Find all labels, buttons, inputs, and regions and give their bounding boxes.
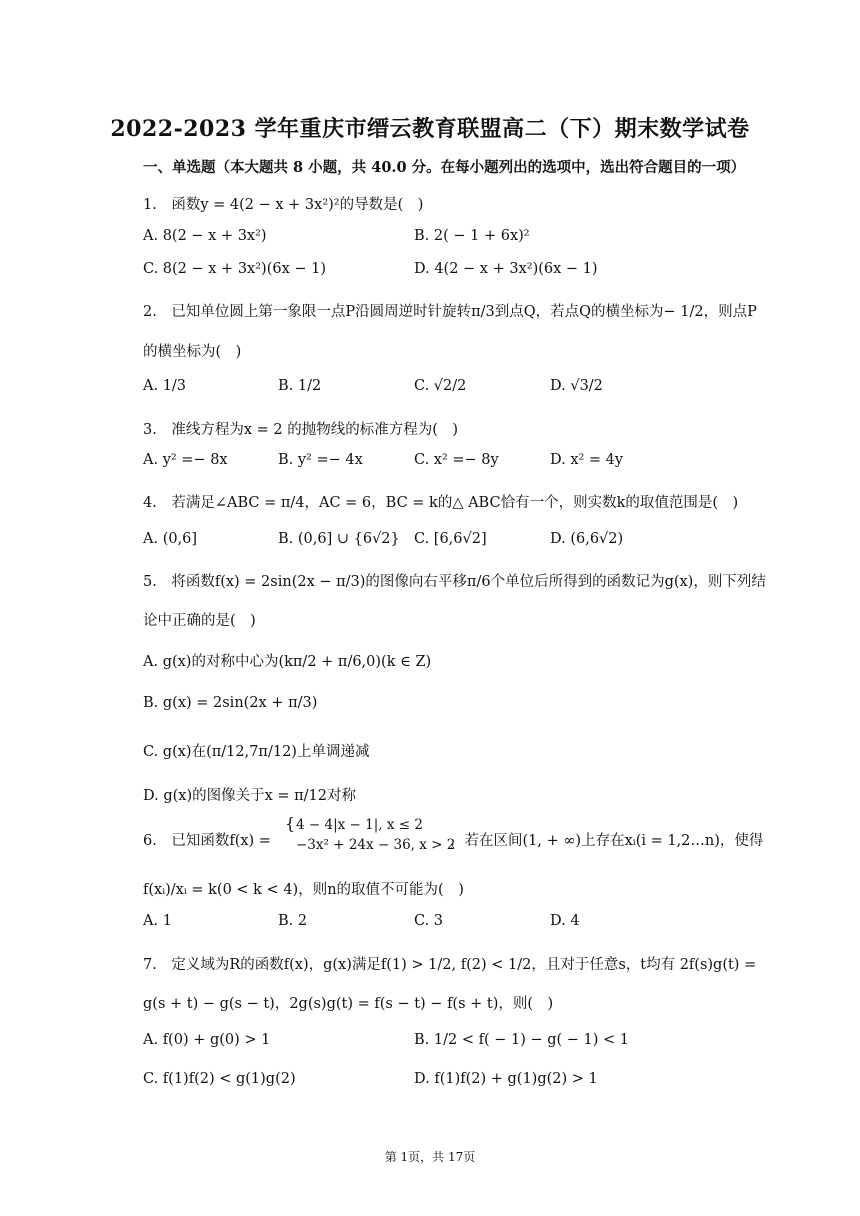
question-2-stem-cont: 的横坐标为( ) xyxy=(143,344,242,360)
question-2-option-b: B. 1/2 xyxy=(278,378,322,394)
question-7-option-c: C. f(1)f(2) < g(1)g(2) xyxy=(143,1071,296,1087)
question-1-option-d: D. 4(2 − x + 3x²)(6x − 1) xyxy=(414,261,598,277)
question-5-stem: 5. 将函数f(x) = 2sin(2x − π/3)的图像向右平移π/6个单位后所得到的函数记为g(x)，则下列结 xyxy=(143,574,766,590)
question-6-option-b: B. 2 xyxy=(278,913,308,929)
question-3-stem: 3. 准线方程为x = 2 的抛物线的标准方程为( ) xyxy=(143,422,459,438)
section-heading: 一、单选题（本大题共 8 小题，共 40.0 分。在每小题列出的选项中，选出符合题目的一项） xyxy=(143,159,746,176)
question-1-stem: 1. 函数y = 4(2 − x + 3x²)²的导数是( ) xyxy=(143,197,424,213)
page-title: 2022-2023 学年重庆市缙云教育联盟高二（下）期末数学试卷 xyxy=(110,116,750,142)
question-5-stem-cont: 论中正确的是( ) xyxy=(143,613,256,629)
question-2-stem: 2. 已知单位圆上第一象限一点P沿圆周逆时针旋转π/3到点Q，若点Q的横坐标为− 1/2，则点P xyxy=(143,304,757,320)
question-7-stem-cont: g(s + t) − g(s − t)，2g(s)g(t) = f(s − t) − f(s + t)，则( ) xyxy=(143,996,554,1012)
question-3-option-a: A. y² =− 8x xyxy=(143,452,228,468)
question-6-stem-lead: 6. 已知函数f(x) = xyxy=(143,833,271,849)
question-5-option-b: B. g(x) = 2sin(2x + π/3) xyxy=(143,695,318,711)
question-1-option-b: B. 2( − 1 + 6x)² xyxy=(414,228,530,244)
question-4-option-d: D. (6,6√2) xyxy=(550,531,624,547)
question-6-stem-cont: f(xᵢ)/xᵢ = k(0 < k < 4)，则n的取值不可能为( ) xyxy=(143,882,464,898)
question-6-option-a: A. 1 xyxy=(143,913,172,929)
question-5-option-c: C. g(x)在(π/12,7π/12)上单调递减 xyxy=(143,744,370,760)
question-4-stem: 4. 若满足∠ABC = π/4，AC = 6，BC = k的△ ABC恰有一个，则实数k的取值范围是( ) xyxy=(143,495,739,511)
question-2-option-c: C. √2/2 xyxy=(414,378,467,394)
question-6-option-c: C. 3 xyxy=(414,913,444,929)
question-3-option-d: D. x² = 4y xyxy=(550,452,624,468)
question-4-option-c: C. [6,6√2] xyxy=(414,531,487,547)
question-1-option-c: C. 8(2 − x + 3x²)(6x − 1) xyxy=(143,261,326,277)
question-2-option-d: D. √3/2 xyxy=(550,378,603,394)
piecewise-case-1: 4 − 4|x − 1|, x ≤ 2 xyxy=(296,817,423,833)
question-3-option-c: C. x² =− 8y xyxy=(414,452,499,468)
question-6-stem-tail: ，若在区间(1, + ∞)上存在xᵢ(i = 1,2…n)，使得 xyxy=(450,833,764,849)
question-5-option-a: A. g(x)的对称中心为(kπ/2 + π/6,0)(k ∈ Z) xyxy=(143,654,432,670)
piecewise-brace: { xyxy=(285,814,296,833)
question-5-option-d: D. g(x)的图像关于x = π/12对称 xyxy=(143,788,357,804)
question-7-option-a: A. f(0) + g(0) > 1 xyxy=(143,1032,271,1048)
question-2-option-a: A. 1/3 xyxy=(143,378,187,394)
question-4-option-b: B. (0,6] ∪ {6√2} xyxy=(278,531,400,547)
question-7-option-d: D. f(1)f(2) + g(1)g(2) > 1 xyxy=(414,1071,598,1087)
question-7-option-b: B. 1/2 < f( − 1) − g( − 1) < 1 xyxy=(414,1032,630,1048)
question-6-option-d: D. 4 xyxy=(550,913,580,929)
question-3-option-b: B. y² =− 4x xyxy=(278,452,363,468)
question-4-option-a: A. (0,6] xyxy=(143,531,198,547)
question-7-stem: 7. 定义域为R的函数f(x)，g(x)满足f(1) > 1/2, f(2) < 1/2，且对于任意s，t均有 2f(s)g(t) = xyxy=(143,957,757,973)
question-1-option-a: A. 8(2 − x + 3x²) xyxy=(143,228,267,244)
page-footer: 第 1页，共 17页 xyxy=(384,1150,476,1164)
question-6-stem xyxy=(143,829,271,850)
piecewise-case-2: −3x² + 24x − 36, x > 2 xyxy=(296,837,456,853)
